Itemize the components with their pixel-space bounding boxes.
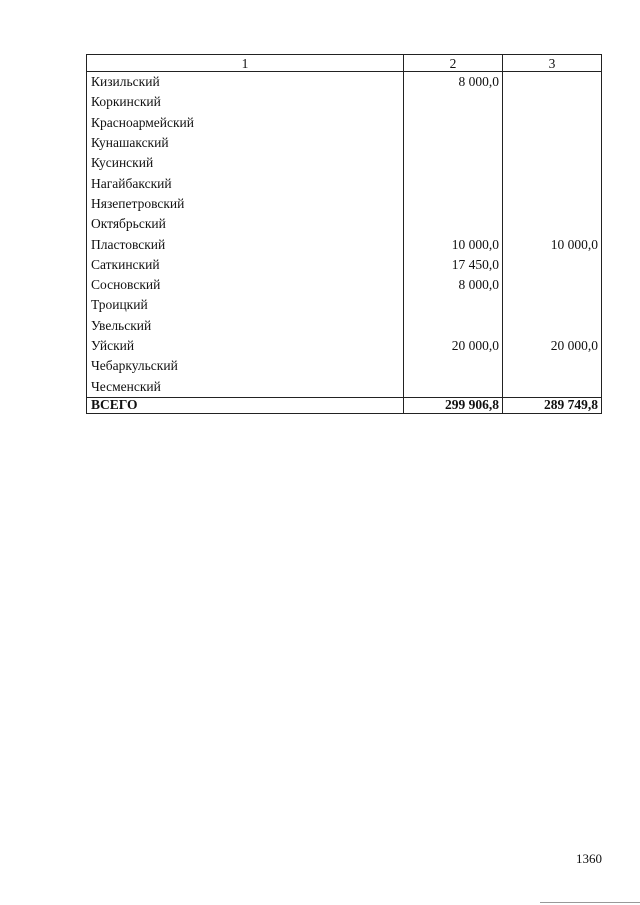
value-col2-cell xyxy=(404,316,503,336)
district-name-cell: Красноармейский xyxy=(87,113,404,133)
district-name-cell: Кусинский xyxy=(87,153,404,173)
total-row xyxy=(87,397,602,413)
table-row xyxy=(87,336,602,356)
total-col3-cell: 289 749,8 xyxy=(503,397,602,413)
district-name-cell: Саткинский xyxy=(87,255,404,275)
budget-table xyxy=(86,54,602,414)
district-name-cell: Троицкий xyxy=(87,295,404,315)
value-col2-cell xyxy=(404,356,503,376)
value-col3-cell xyxy=(503,194,602,214)
value-col2-cell xyxy=(404,173,503,193)
value-col2-cell: 8 000,0 xyxy=(404,275,503,295)
table-header-row xyxy=(87,55,602,72)
district-name-cell: Пластовский xyxy=(87,234,404,254)
district-name-cell: Октябрьский xyxy=(87,214,404,234)
table-body xyxy=(87,72,602,414)
district-name-cell: Чебаркульский xyxy=(87,356,404,376)
value-col2-cell xyxy=(404,153,503,173)
value-col2-cell xyxy=(404,113,503,133)
district-name-cell: Кунашакский xyxy=(87,133,404,153)
district-name-cell: Кизильский xyxy=(87,72,404,93)
value-col3-cell xyxy=(503,255,602,275)
value-col2-cell xyxy=(404,133,503,153)
table-row xyxy=(87,133,602,153)
value-col3-cell: 10 000,0 xyxy=(503,234,602,254)
value-col3-cell xyxy=(503,173,602,193)
value-col3-cell xyxy=(503,113,602,133)
district-name-cell: Увельский xyxy=(87,316,404,336)
value-col2-cell: 20 000,0 xyxy=(404,336,503,356)
table-row xyxy=(87,356,602,376)
page-number: 1360 xyxy=(576,851,602,866)
table-row xyxy=(87,153,602,173)
value-col3-cell xyxy=(503,72,602,93)
table-row xyxy=(87,295,602,315)
value-col2-cell xyxy=(404,295,503,315)
column-header-3: 3 xyxy=(503,55,602,72)
table-row xyxy=(87,173,602,193)
table-row xyxy=(87,214,602,234)
value-col3-cell xyxy=(503,316,602,336)
column-header-1: 1 xyxy=(87,55,404,72)
value-col3-cell: 20 000,0 xyxy=(503,336,602,356)
district-name-cell: Нагайбакский xyxy=(87,173,404,193)
value-col2-cell xyxy=(404,92,503,112)
table-row xyxy=(87,113,602,133)
district-name-cell: Уйский xyxy=(87,336,404,356)
value-col3-cell xyxy=(503,275,602,295)
district-name-cell: Сосновский xyxy=(87,275,404,295)
column-header-2: 2 xyxy=(404,55,503,72)
value-col3-cell xyxy=(503,214,602,234)
table-row xyxy=(87,92,602,112)
table-row xyxy=(87,234,602,254)
value-col2-cell: 17 450,0 xyxy=(404,255,503,275)
table-row xyxy=(87,72,602,93)
value-col2-cell: 10 000,0 xyxy=(404,234,503,254)
total-col2-cell: 299 906,8 xyxy=(404,397,503,413)
table-row xyxy=(87,194,602,214)
value-col3-cell xyxy=(503,133,602,153)
value-col3-cell xyxy=(503,153,602,173)
table-row xyxy=(87,255,602,275)
total-label-cell: ВСЕГО xyxy=(87,397,404,413)
district-name-cell: Нязепетровский xyxy=(87,194,404,214)
value-col3-cell xyxy=(503,92,602,112)
district-name-cell: Коркинский xyxy=(87,92,404,112)
value-col2-cell xyxy=(404,376,503,397)
value-col3-cell xyxy=(503,295,602,315)
table-row xyxy=(87,376,602,397)
value-col3-cell xyxy=(503,356,602,376)
table-row xyxy=(87,275,602,295)
value-col2-cell xyxy=(404,214,503,234)
table-row xyxy=(87,316,602,336)
bottom-rule xyxy=(540,902,640,903)
value-col2-cell xyxy=(404,194,503,214)
value-col3-cell xyxy=(503,376,602,397)
value-col2-cell: 8 000,0 xyxy=(404,72,503,93)
district-name-cell: Чесменский xyxy=(87,376,404,397)
